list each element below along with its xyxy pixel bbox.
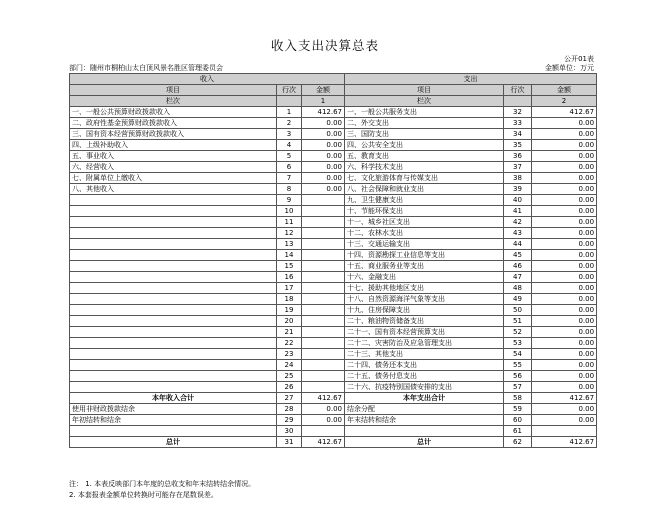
income-line-no: 21 xyxy=(277,327,302,338)
expense-column-label: 栏次 xyxy=(345,96,504,107)
expense-amount: 0.00 xyxy=(532,206,597,217)
income-item: 五、事业收入 xyxy=(70,151,277,162)
income-amount xyxy=(302,217,345,228)
expense-amount: 0.00 xyxy=(532,338,597,349)
expense-item xyxy=(345,426,504,437)
income-amount: 0.00 xyxy=(302,129,345,140)
expense-item: 二十二、灾害防治及应急管理支出 xyxy=(345,338,504,349)
income-item xyxy=(70,217,277,228)
table-row xyxy=(70,173,597,184)
income-amount xyxy=(302,206,345,217)
income-amount xyxy=(302,371,345,382)
expense-amount: 0.00 xyxy=(532,272,597,283)
income-line-no: 9 xyxy=(277,195,302,206)
table-row xyxy=(70,217,597,228)
expense-item: 九、卫生健康支出 xyxy=(345,195,504,206)
expense-item: 年末结转和结余 xyxy=(345,415,504,426)
table-row xyxy=(70,206,597,217)
income-item: 八、其他收入 xyxy=(70,184,277,195)
income-amount xyxy=(302,239,345,250)
expense-amount: 0.00 xyxy=(532,404,597,415)
table-row xyxy=(70,349,597,360)
income-item: 使用非财政拨款结余 xyxy=(70,404,277,415)
expense-amount: 0.00 xyxy=(532,294,597,305)
income-amount xyxy=(302,261,345,272)
income-item xyxy=(70,327,277,338)
income-amount: 0.00 xyxy=(302,173,345,184)
income-item xyxy=(70,206,277,217)
expense-header: 支出 xyxy=(345,74,597,85)
expense-amount: 0.00 xyxy=(532,217,597,228)
expense-line-no: 62 xyxy=(504,437,532,448)
income-item: 年初结转和结余 xyxy=(70,415,277,426)
income-amount xyxy=(302,305,345,316)
expense-line-no: 50 xyxy=(504,305,532,316)
table-row xyxy=(70,261,597,272)
expense-item: 结余分配 xyxy=(345,404,504,415)
expense-line-no: 34 xyxy=(504,129,532,140)
table-row xyxy=(70,371,597,382)
expense-line-no: 48 xyxy=(504,283,532,294)
expense-item: 十三、交通运输支出 xyxy=(345,239,504,250)
expense-item: 二十三、其他支出 xyxy=(345,349,504,360)
expense-item: 十一、城乡社区支出 xyxy=(345,217,504,228)
table-row xyxy=(70,283,597,294)
table-row xyxy=(70,404,597,415)
expense-amount: 0.00 xyxy=(532,129,597,140)
table-row xyxy=(70,195,597,206)
income-line-no: 23 xyxy=(277,349,302,360)
expense-amount: 0.00 xyxy=(532,118,597,129)
income-amount: 412.67 xyxy=(302,107,345,118)
table-row xyxy=(70,360,597,371)
expense-line-no: 33 xyxy=(504,118,532,129)
income-amount: 0.00 xyxy=(302,140,345,151)
income-item xyxy=(70,360,277,371)
expense-item: 十九、住房保障支出 xyxy=(345,305,504,316)
income-line-no: 16 xyxy=(277,272,302,283)
income-amount: 412.67 xyxy=(302,393,345,404)
income-amount xyxy=(302,294,345,305)
income-line-no: 18 xyxy=(277,294,302,305)
expense-item: 本年支出合计 xyxy=(345,393,504,404)
expense-line-no: 49 xyxy=(504,294,532,305)
expense-line-no: 35 xyxy=(504,140,532,151)
income-item: 三、国有资本经营预算财政拨款收入 xyxy=(70,129,277,140)
income-amount: 0.00 xyxy=(302,415,345,426)
expense-amount: 0.00 xyxy=(532,195,597,206)
income-item-header: 项目 xyxy=(70,85,277,96)
expense-item-header: 项目 xyxy=(345,85,504,96)
expense-item: 十八、自然资源海洋气象等支出 xyxy=(345,294,504,305)
table-row xyxy=(70,294,597,305)
income-line-no: 2 xyxy=(277,118,302,129)
expense-line-no: 44 xyxy=(504,239,532,250)
footnote-2: 2. 本套报表金额单位转换时可能存在尾数误差。 xyxy=(69,491,218,499)
expense-line-no: 61 xyxy=(504,426,532,437)
header-row-columns xyxy=(70,85,597,96)
income-amount: 0.00 xyxy=(302,118,345,129)
table-row xyxy=(70,305,597,316)
income-amount xyxy=(302,316,345,327)
income-item xyxy=(70,426,277,437)
expense-amount: 0.00 xyxy=(532,261,597,272)
income-amount xyxy=(302,283,345,294)
expense-item: 总计 xyxy=(345,437,504,448)
income-amount: 0.00 xyxy=(302,162,345,173)
income-line-no: 29 xyxy=(277,415,302,426)
expense-amount: 0.00 xyxy=(532,228,597,239)
expense-column-number: 2 xyxy=(532,96,597,107)
expense-amount: 0.00 xyxy=(532,360,597,371)
income-item: 六、经营收入 xyxy=(70,162,277,173)
income-line-no: 31 xyxy=(277,437,302,448)
expense-amount: 0.00 xyxy=(532,162,597,173)
income-line-no: 6 xyxy=(277,162,302,173)
income-item xyxy=(70,382,277,393)
income-item xyxy=(70,338,277,349)
income-line-no: 19 xyxy=(277,305,302,316)
income-line-no: 12 xyxy=(277,228,302,239)
income-line-no: 11 xyxy=(277,217,302,228)
income-line-no: 24 xyxy=(277,360,302,371)
expense-line-no: 38 xyxy=(504,173,532,184)
expense-line-no: 41 xyxy=(504,206,532,217)
income-line-no: 20 xyxy=(277,316,302,327)
income-item xyxy=(70,283,277,294)
table-row xyxy=(70,239,597,250)
table-row xyxy=(70,228,597,239)
expense-amount xyxy=(532,426,597,437)
expense-amount: 0.00 xyxy=(532,239,597,250)
report-title: 收入支出决算总表 xyxy=(270,38,379,53)
subtotal-row xyxy=(70,393,597,404)
expense-item: 六、科学技术支出 xyxy=(345,162,504,173)
income-item xyxy=(70,316,277,327)
expense-item: 十六、金融支出 xyxy=(345,272,504,283)
income-amount xyxy=(302,272,345,283)
expense-line-no: 52 xyxy=(504,327,532,338)
income-line-no: 5 xyxy=(277,151,302,162)
income-line-no: 14 xyxy=(277,250,302,261)
expense-amount: 0.00 xyxy=(532,316,597,327)
income-amount-header: 金额 xyxy=(302,85,345,96)
expense-item: 二十五、债务付息支出 xyxy=(345,371,504,382)
income-item: 二、政府性基金预算财政拨款收入 xyxy=(70,118,277,129)
expense-item: 一、一般公共服务支出 xyxy=(345,107,504,118)
income-line-no: 30 xyxy=(277,426,302,437)
table-row xyxy=(70,272,597,283)
expense-item: 十四、资源勘探工业信息等支出 xyxy=(345,250,504,261)
expense-item: 二十六、抗疫特别国债安排的支出 xyxy=(345,382,504,393)
expense-item: 七、文化旅游体育与传媒支出 xyxy=(345,173,504,184)
income-amount xyxy=(302,349,345,360)
expense-amount: 0.00 xyxy=(532,305,597,316)
summary-table xyxy=(69,73,597,448)
expense-item: 十七、援助其他地区支出 xyxy=(345,283,504,294)
income-item xyxy=(70,261,277,272)
expense-item: 二十一、国有资本经营预算支出 xyxy=(345,327,504,338)
expense-amount: 0.00 xyxy=(532,173,597,184)
income-item xyxy=(70,272,277,283)
expense-item: 二、外交支出 xyxy=(345,118,504,129)
expense-amount: 0.00 xyxy=(532,382,597,393)
table-row xyxy=(70,184,597,195)
income-item xyxy=(70,294,277,305)
expense-line-no: 42 xyxy=(504,217,532,228)
unit-label: 金额单位：万元 xyxy=(545,64,594,72)
expense-line-header: 行次 xyxy=(504,85,532,96)
income-column-number: 1 xyxy=(302,96,345,107)
income-amount xyxy=(302,250,345,261)
income-amount: 0.00 xyxy=(302,151,345,162)
table-row xyxy=(70,382,597,393)
income-amount xyxy=(302,338,345,349)
income-item: 总计 xyxy=(70,437,277,448)
income-line-no: 15 xyxy=(277,261,302,272)
income-item xyxy=(70,250,277,261)
footnotes xyxy=(69,479,255,501)
expense-line-no: 40 xyxy=(504,195,532,206)
income-item xyxy=(70,228,277,239)
income-amount xyxy=(302,426,345,437)
table-row xyxy=(70,118,597,129)
table-row xyxy=(70,151,597,162)
expense-amount: 0.00 xyxy=(532,184,597,195)
expense-amount: 0.00 xyxy=(532,371,597,382)
income-item xyxy=(70,195,277,206)
table-row xyxy=(70,338,597,349)
table-row xyxy=(70,426,597,437)
income-header: 收入 xyxy=(70,74,345,85)
expense-amount: 0.00 xyxy=(532,415,597,426)
income-line-no: 4 xyxy=(277,140,302,151)
expense-amount: 0.00 xyxy=(532,349,597,360)
expense-line-no: 60 xyxy=(504,415,532,426)
income-line-no: 17 xyxy=(277,283,302,294)
expense-amount: 0.00 xyxy=(532,140,597,151)
expense-line-no: 55 xyxy=(504,360,532,371)
header-row-section xyxy=(70,74,597,85)
expense-amount: 412.67 xyxy=(532,437,597,448)
income-line-no: 13 xyxy=(277,239,302,250)
income-amount xyxy=(302,382,345,393)
income-line-no: 27 xyxy=(277,393,302,404)
income-item: 一、一般公共预算财政拨款收入 xyxy=(70,107,277,118)
table-row xyxy=(70,107,597,118)
table-row xyxy=(70,129,597,140)
expense-amount-header: 金额 xyxy=(532,85,597,96)
income-line-no: 25 xyxy=(277,371,302,382)
expense-line-no: 43 xyxy=(504,228,532,239)
department-label: 部门：随州市桐柏山太白顶风景名胜区管理委员会 xyxy=(69,64,223,72)
table-row xyxy=(70,316,597,327)
income-amount xyxy=(302,228,345,239)
income-amount xyxy=(302,360,345,371)
income-amount xyxy=(302,195,345,206)
expense-amount: 412.67 xyxy=(532,107,597,118)
income-amount: 0.00 xyxy=(302,404,345,415)
income-amount: 412.67 xyxy=(302,437,345,448)
expense-line-no: 53 xyxy=(504,338,532,349)
expense-line-no: 54 xyxy=(504,349,532,360)
expense-line-no: 45 xyxy=(504,250,532,261)
income-item xyxy=(70,239,277,250)
income-line-no: 22 xyxy=(277,338,302,349)
income-line-no: 10 xyxy=(277,206,302,217)
income-amount: 0.00 xyxy=(302,184,345,195)
expense-line-no: 39 xyxy=(504,184,532,195)
form-number: 公开01表 xyxy=(564,55,594,63)
income-amount xyxy=(302,327,345,338)
expense-line-no: 56 xyxy=(504,371,532,382)
expense-line-no: 32 xyxy=(504,107,532,118)
income-line-no: 3 xyxy=(277,129,302,140)
table-row xyxy=(70,140,597,151)
income-line-no: 28 xyxy=(277,404,302,415)
income-item xyxy=(70,305,277,316)
expense-item: 五、教育支出 xyxy=(345,151,504,162)
income-item xyxy=(70,371,277,382)
table-row xyxy=(70,415,597,426)
table-row xyxy=(70,250,597,261)
income-item: 七、附属单位上缴收入 xyxy=(70,173,277,184)
expense-item: 八、社会保障和就业支出 xyxy=(345,184,504,195)
expense-line-no: 57 xyxy=(504,382,532,393)
expense-amount: 0.00 xyxy=(532,283,597,294)
footnote-1: 注： 1. 本表反映部门本年度的总收支和年末结转结余情况。 xyxy=(69,480,256,488)
income-item: 四、上级补助收入 xyxy=(70,140,277,151)
expense-line-no: 51 xyxy=(504,316,532,327)
expense-item: 二十四、债务还本支出 xyxy=(345,360,504,371)
table-row xyxy=(70,162,597,173)
header-row-colno xyxy=(70,96,597,107)
expense-item: 十二、农林水支出 xyxy=(345,228,504,239)
income-column-label: 栏次 xyxy=(70,96,277,107)
expense-line-no: 59 xyxy=(504,404,532,415)
expense-item: 二十、粮油物资储备支出 xyxy=(345,316,504,327)
expense-amount: 412.67 xyxy=(532,393,597,404)
expense-item: 十、节能环保支出 xyxy=(345,206,504,217)
expense-line-no: 46 xyxy=(504,261,532,272)
income-item: 本年收入合计 xyxy=(70,393,277,404)
expense-amount: 0.00 xyxy=(532,151,597,162)
expense-item: 四、公共安全支出 xyxy=(345,140,504,151)
income-line-header: 行次 xyxy=(277,85,302,96)
total-row xyxy=(70,437,597,448)
income-line-no: 26 xyxy=(277,382,302,393)
income-line-no: 8 xyxy=(277,184,302,195)
expense-line-no: 47 xyxy=(504,272,532,283)
expense-item: 十五、商业服务业等支出 xyxy=(345,261,504,272)
expense-line-no: 58 xyxy=(504,393,532,404)
expense-item: 三、国防支出 xyxy=(345,129,504,140)
expense-amount: 0.00 xyxy=(532,250,597,261)
income-line-no: 7 xyxy=(277,173,302,184)
income-item xyxy=(70,349,277,360)
expense-line-no: 36 xyxy=(504,151,532,162)
table-row xyxy=(70,327,597,338)
expense-amount: 0.00 xyxy=(532,327,597,338)
income-line-no: 1 xyxy=(277,107,302,118)
expense-line-no: 37 xyxy=(504,162,532,173)
